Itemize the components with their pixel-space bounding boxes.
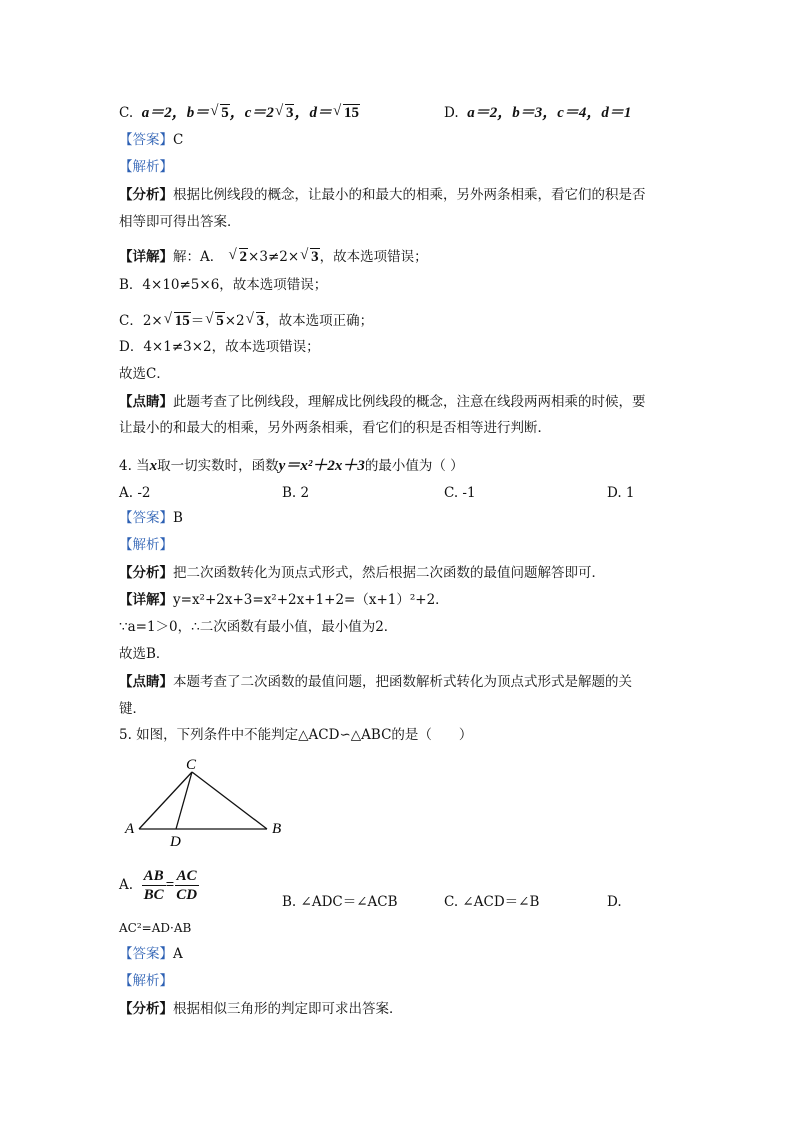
q4-jiexi-tag: 【解析】 [119, 537, 173, 553]
q3-fenxi: 【分析】根据比例线段的概念，让最小的和最大的相乘，另外两条相乘，看它们的积是否 [119, 187, 646, 203]
q5-fenxi: 【分析】根据相似三角形的判定即可求出答案． [119, 1001, 403, 1017]
fraction-ab-bc: $\frac{AB}{BC}$ [143, 868, 164, 903]
q5-option-d: D. [607, 894, 622, 910]
label-b: B [272, 821, 282, 837]
q3-option-d: D. a＝2，b＝3，c＝4，d＝1 [444, 105, 632, 121]
q5-jiexi-tag: 【解析】 [119, 973, 173, 989]
q4-option-c: C. -1 [444, 485, 476, 501]
q3-answer: 【答案】C [119, 132, 184, 148]
q4-option-d: D. 1 [607, 485, 635, 501]
q3-xiangjie-a: 【详解】解：A． √ 2×3≠2×√ 3，故本选项错误； [119, 247, 428, 267]
q3-fenxi-line2: 相等即可得出答案． [119, 214, 241, 230]
q4-stem: 4. 当x取一切实数时，函数y＝x²＋2x＋3的最小值为（ ） [119, 458, 464, 474]
q4-guxuan: 故选B． [119, 646, 170, 662]
q3-xiangjie-c: C．2×√ 15＝√ 5×2√ 3，故本选项正确； [119, 311, 373, 331]
q5-option-b: B. ∠ADC＝∠ACB [282, 894, 398, 910]
q3-jiexi-tag: 【解析】 [119, 159, 173, 175]
q5-option-a: A. $\frac{AB}{BC}$ = $\frac{AC}{CD}$ [119, 868, 198, 903]
q3-guxuan: 故选C． [119, 366, 170, 382]
q3-xiangjie-b: B．4×10≠5×6，故本选项错误； [119, 277, 328, 293]
q4-answer: 【答案】B [119, 510, 183, 526]
q3-dianjing-line2: 让最小的和最大的相乘，另外两条相乘，看它们的积是否相等进行判断． [119, 420, 551, 436]
label-c: C [186, 757, 197, 773]
q4-dianjing-line2: 键． [119, 701, 146, 717]
label-a: A [125, 821, 135, 837]
q3-option-c: C. a＝2，b＝√ 5，c＝2√ 3，d＝√ 15 [119, 103, 360, 123]
q5-answer: 【答案】A [119, 946, 183, 962]
q4-because: ∵a=1＞0，∴二次函数有最小值，最小值为2． [119, 619, 398, 635]
q5-triangle-figure [115, 752, 295, 852]
q4-dianjing: 【点睛】本题考查了二次函数的最值问题，把函数解析式转化为顶点式形式是解题的关 [119, 674, 632, 690]
q5-stem: 5. 如图，下列条件中不能判定△ACD∽△ABC的是（ ） [119, 727, 473, 743]
q4-fenxi: 【分析】把二次函数转化为顶点式形式，然后根据二次函数的最值问题解答即可． [119, 565, 605, 581]
q4-xiangjie: 【详解】y=x²+2x+3=x²+2x+1+2=（x+1）²+2． [119, 592, 449, 608]
side-bc [192, 772, 267, 829]
fraction-ac-cd: $\frac{AC}{CD}$ [176, 868, 198, 903]
q5-option-c: C. ∠ACD＝∠B [444, 894, 540, 910]
q3-option-c-math: a＝2，b＝√ 5，c＝2√ 3，d＝√ 15 [142, 105, 360, 121]
q5-option-d-text: AC²=AD·AB [119, 921, 192, 935]
q3-dianjing: 【点睛】此题考查了比例线段，理解成比例线段的概念，注意在线段两两相乘的时候，要 [119, 394, 646, 410]
label-d: D [170, 834, 181, 850]
q3-xiangjie-d: D．4×1≠3×2，故本选项错误； [119, 339, 320, 355]
q4-option-a: A. -2 [119, 485, 151, 501]
q4-option-b: B. 2 [282, 485, 310, 501]
